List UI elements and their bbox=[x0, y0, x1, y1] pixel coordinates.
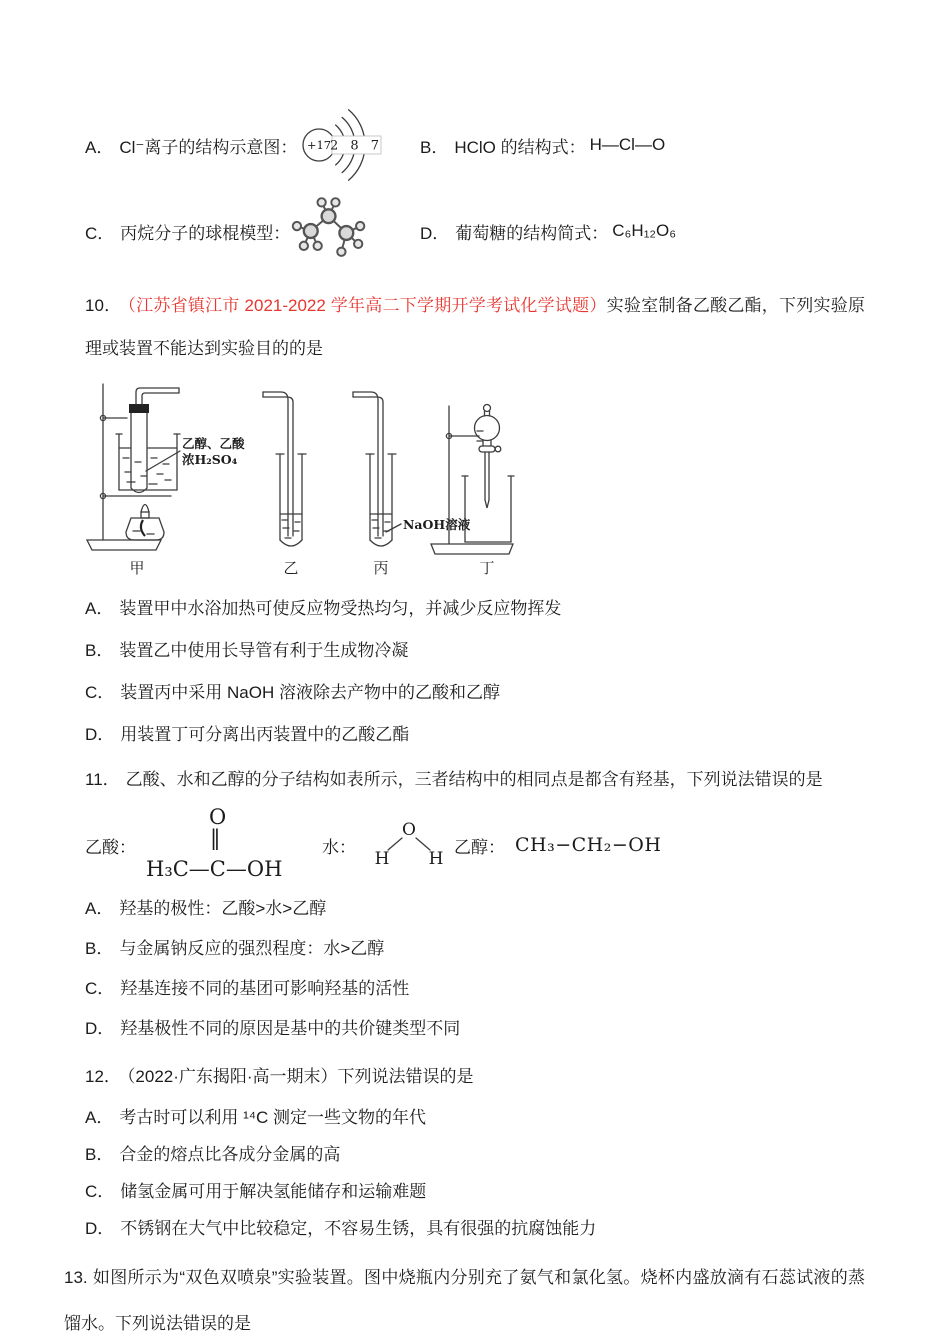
option-text: 储氢金属可用于解决氢能储存和运输难题 bbox=[120, 1182, 427, 1201]
question-10-number: 10． bbox=[85, 296, 122, 315]
option-label: D． bbox=[85, 725, 115, 744]
option-c bbox=[85, 195, 420, 267]
water-structure bbox=[370, 818, 448, 872]
setup-bing-drawing bbox=[353, 392, 471, 577]
option-label: A． bbox=[85, 599, 114, 618]
acid-main-chain: H₃C—C—OH bbox=[146, 857, 283, 881]
option-b-text: HClO 的结构式： bbox=[454, 137, 586, 157]
question-10-options bbox=[85, 588, 865, 756]
setup-label-jia: 甲 bbox=[129, 559, 145, 577]
question-10-source: （江苏省镇江市 2021-2022 学年高二下学期开学考试化学试题） bbox=[127, 296, 607, 315]
question-12-option-c bbox=[85, 1173, 865, 1210]
option-d-label: D． bbox=[420, 223, 450, 243]
chlorine-ion-structure-diagram bbox=[297, 101, 389, 189]
water-oxygen: O bbox=[402, 820, 416, 840]
option-a bbox=[85, 101, 420, 189]
option-c-label: C． bbox=[85, 223, 115, 243]
question-10-option-d bbox=[85, 714, 865, 756]
acetic-acid-structure bbox=[146, 807, 304, 883]
question-11-structures bbox=[85, 801, 865, 889]
setup-label-ding: 丁 bbox=[479, 559, 495, 577]
setup-ding-drawing bbox=[431, 405, 514, 578]
setup-label-yi: 乙 bbox=[283, 559, 299, 577]
ion-nucleus-charge: +17 bbox=[307, 138, 332, 152]
question-10-option-b bbox=[85, 630, 865, 672]
option-a-text: Cl⁻离子的结构示意图： bbox=[119, 137, 298, 157]
question-12-stem bbox=[85, 1057, 865, 1097]
option-label: D． bbox=[85, 1219, 115, 1238]
option-text: 装置丙中采用 NaOH 溶液除去产物中的乙酸和乙醇 bbox=[120, 683, 500, 702]
option-label: B． bbox=[85, 939, 114, 958]
option-text: 用装置丁可分离出丙装置中的乙酸乙酯 bbox=[120, 725, 410, 744]
question-11-text: 乙酸、水和乙醇的分子结构如表所示，三者结构中的相同点是都含有羟基，下列说法错误的是 bbox=[125, 770, 823, 789]
option-b bbox=[420, 133, 665, 158]
question-11-options bbox=[85, 889, 865, 1049]
option-text: 羟基极性不同的原因是基中的共价键类型不同 bbox=[120, 1019, 461, 1038]
question-10-option-c bbox=[85, 672, 865, 714]
option-a-label: A． bbox=[85, 137, 114, 157]
question-13-text: 如图所示为“双色双喷泉”实验装置。图中烧瓶内分别充了氨气和氯化氢。烧杯内盛放滴有石蕊试液的蒸馏水。下列说法错误的是 bbox=[64, 1268, 865, 1333]
question-12-number: 12． bbox=[85, 1067, 121, 1086]
question-11-option-d bbox=[85, 1009, 865, 1049]
option-text: 羟基的极性：乙酸>水>乙醇 bbox=[119, 899, 327, 918]
water-hydrogen-right: H bbox=[428, 849, 444, 869]
option-label: C． bbox=[85, 979, 115, 998]
ethanol-formula: CH₃−CH₂−OH bbox=[515, 834, 662, 856]
naoh-solution-label: NaOH溶液 bbox=[403, 517, 471, 532]
setup-yi-drawing bbox=[263, 392, 306, 577]
option-text: 不锈钢在大气中比较稳定，不容易生锈，具有很强的抗腐蚀能力 bbox=[120, 1219, 597, 1238]
option-label: D． bbox=[85, 1019, 115, 1038]
option-row-ab bbox=[85, 100, 865, 190]
ethanol-label: 乙醇： bbox=[454, 837, 505, 857]
setup-label-bing: 丙 bbox=[373, 559, 389, 577]
question-11-stem bbox=[85, 758, 865, 801]
option-label: B． bbox=[85, 1145, 114, 1164]
ion-shell-electrons: 2 8 7 bbox=[330, 138, 384, 154]
option-text: 与金属钠反应的强烈程度：水>乙醇 bbox=[119, 939, 385, 958]
option-b-label: B． bbox=[420, 137, 449, 157]
option-label: A． bbox=[85, 899, 114, 918]
water-hydrogen-left: H bbox=[374, 849, 390, 869]
esterification-apparatus-diagram bbox=[83, 378, 519, 578]
reagent-label-line2: 浓H₂SO₄ bbox=[182, 452, 238, 467]
question-11-option-a bbox=[85, 889, 865, 929]
option-text: 装置乙中使用长导管有利于生成物冷凝 bbox=[119, 641, 409, 660]
question-13-stem bbox=[64, 1255, 865, 1344]
propane-ball-stick-model bbox=[290, 195, 374, 267]
option-d bbox=[420, 219, 676, 244]
option-c-text: 丙烷分子的球棍模型： bbox=[120, 223, 291, 243]
question-10-option-a bbox=[85, 588, 865, 630]
question-12-text: （2022·广东揭阳·高一期末）下列说法错误的是 bbox=[126, 1067, 474, 1086]
question-12-option-a bbox=[85, 1099, 865, 1136]
option-text: 装置甲中水浴加热可使反应物受热均匀，并减少反应物挥发 bbox=[119, 599, 562, 618]
acetic-acid-label: 乙酸： bbox=[85, 837, 136, 857]
option-label: C． bbox=[85, 683, 115, 702]
question-11-option-b bbox=[85, 929, 865, 969]
option-label: C． bbox=[85, 1182, 115, 1201]
question-10-text: 实验室制备乙酸乙酯，下列实验原理或装置不能达到实验目的的是 bbox=[85, 296, 865, 358]
glucose-formula: C₆H₁₂O₆ bbox=[612, 221, 677, 240]
water-label: 水： bbox=[322, 837, 356, 857]
question-12-option-b bbox=[85, 1136, 865, 1173]
acid-double-bond: ‖ bbox=[210, 826, 221, 850]
option-text: 合金的熔点比各成分金属的高 bbox=[119, 1145, 341, 1164]
question-10-stem bbox=[85, 284, 865, 370]
acid-carbonyl-oxygen: O bbox=[209, 805, 227, 829]
option-label: A． bbox=[85, 1108, 114, 1127]
question-11-option-c bbox=[85, 969, 865, 1009]
option-row-cd bbox=[85, 190, 865, 272]
reagent-label-line1: 乙醇、乙酸 bbox=[182, 436, 245, 451]
question-12-options bbox=[85, 1099, 865, 1247]
option-label: B． bbox=[85, 641, 114, 660]
question-12-option-d bbox=[85, 1210, 865, 1247]
option-text: 考古时可以利用 ¹⁴C 测定一些文物的年代 bbox=[119, 1108, 427, 1127]
option-d-text: 葡萄糖的结构简式： bbox=[455, 223, 609, 243]
question-13-number: 13. bbox=[64, 1268, 88, 1287]
question-11-number: 11． bbox=[85, 770, 120, 789]
setup-jia-drawing bbox=[87, 384, 245, 577]
hclo-structural-formula: H—Cl—O bbox=[589, 135, 666, 154]
option-text: 羟基连接不同的基团可影响羟基的活性 bbox=[120, 979, 410, 998]
